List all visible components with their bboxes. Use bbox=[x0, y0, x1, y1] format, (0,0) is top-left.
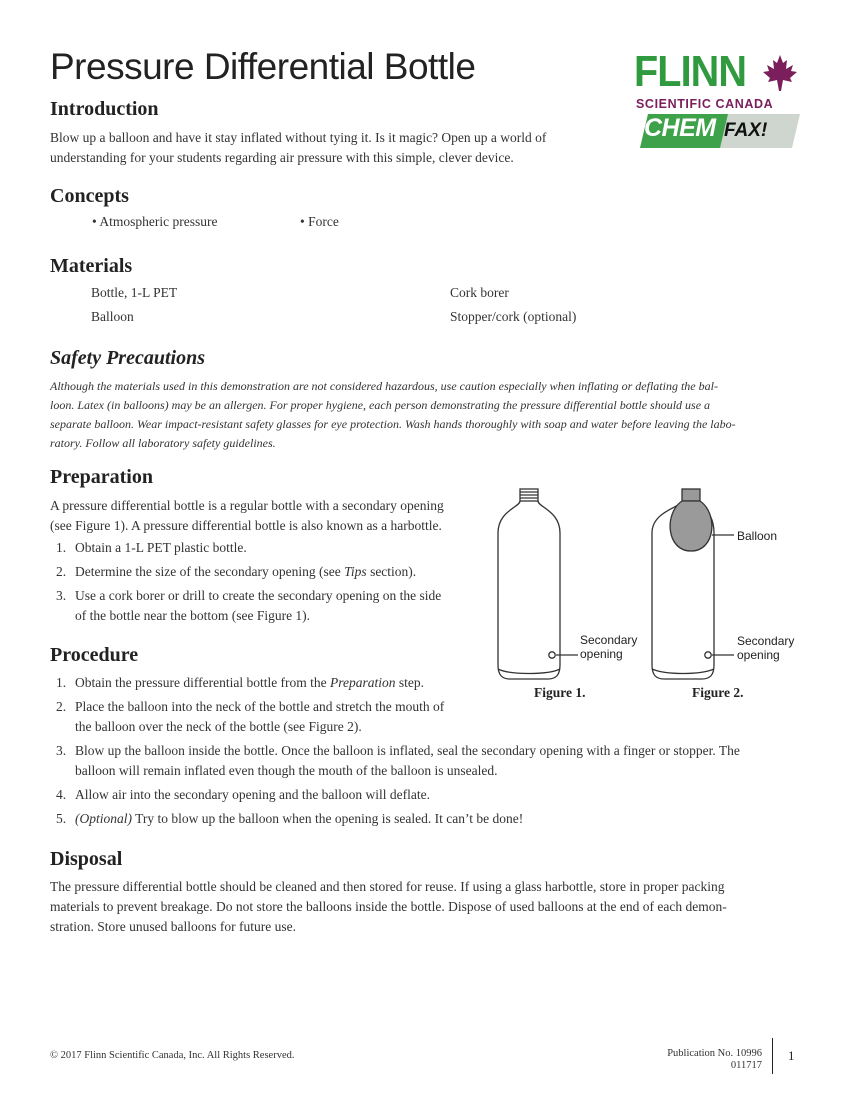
logo-subtitle: SCIENTIFIC CANADA bbox=[636, 97, 774, 111]
figure-1-caption: Figure 1. bbox=[534, 685, 586, 700]
fig1-callout bbox=[580, 633, 637, 661]
safety-line: loon. Latex (in balloons) may be an allergen. For proper hygiene, each person demonstrating the pressure differential bottle should use a bbox=[50, 398, 711, 412]
balloon-shape bbox=[670, 501, 712, 551]
concept-label: Atmospheric pressure bbox=[99, 214, 218, 229]
disposal-line: stration. Store unused balloons for future use. bbox=[50, 919, 296, 934]
concepts-heading: Concepts bbox=[50, 185, 129, 207]
secondary-opening bbox=[549, 652, 555, 658]
preparation-step bbox=[50, 538, 490, 558]
step-text: Blow up the balloon inside the bottle. Once the balloon is inflated, seal the secondary opening with a finger or stopper. The bbox=[75, 743, 740, 758]
step-text: Obtain a 1-L PET plastic bottle. bbox=[75, 540, 247, 555]
concept-label: Force bbox=[308, 214, 339, 229]
secondary-opening bbox=[705, 652, 711, 658]
logo-brand-text: FLINN bbox=[634, 47, 747, 96]
step-text: Determine the size of the secondary opening (see bbox=[75, 564, 345, 579]
material-item: Stopper/cork (optional) bbox=[450, 309, 577, 324]
step-emphasis: Tips bbox=[344, 564, 367, 579]
safety-line: ratory. Follow all laboratory safety guidelines. bbox=[50, 436, 276, 450]
preparation-intro-line: (see Figure 1). A pressure differential bottle is also known as a harbottle. bbox=[50, 518, 442, 533]
safety-text bbox=[50, 377, 810, 453]
materials-heading: Materials bbox=[50, 255, 133, 277]
step-text: Allow air into the secondary opening and the balloon will deflate. bbox=[75, 787, 431, 802]
logo-chem-text: CHEM bbox=[644, 114, 716, 142]
material-item: Bottle, 1-L PET bbox=[91, 285, 178, 300]
step-text: Place the balloon into the neck of the bottle and stretch the mouth of bbox=[75, 699, 445, 714]
step-text: Obtain the pressure differential bottle from the bbox=[75, 675, 331, 690]
procedure-heading: Procedure bbox=[50, 644, 139, 666]
figure-2-caption: Figure 2. bbox=[692, 685, 744, 700]
preparation-heading: Preparation bbox=[50, 466, 153, 488]
disposal-text bbox=[50, 877, 727, 937]
material-item: Balloon bbox=[91, 309, 134, 324]
maple-leaf-icon bbox=[762, 54, 798, 92]
procedure-step bbox=[50, 697, 810, 737]
disposal-line: The pressure differential bottle should be cleaned and then stored for reuse. If using a glass harbottle, store in proper packing bbox=[50, 879, 725, 894]
material-item: Cork borer bbox=[450, 285, 509, 300]
balloon-callout: Balloon bbox=[737, 529, 778, 543]
publication-code: 011717 bbox=[730, 1060, 762, 1071]
step-text: balloon will remain inflated even though the mouth of the balloon is unsealed. bbox=[75, 763, 498, 778]
footer-divider bbox=[772, 1038, 773, 1074]
callout-text: opening bbox=[737, 648, 780, 662]
preparation-step bbox=[50, 586, 490, 626]
step-text: Use a cork borer or drill to create the secondary opening on the side bbox=[75, 588, 442, 603]
safety-line: separate balloon. Wear impact-resistant safety glasses for eye protection. Wash hands thoroughly with soap and water before leaving the labo- bbox=[50, 417, 736, 431]
callout-text: Secondary bbox=[737, 634, 795, 648]
page-title: Pressure Differential Bottle bbox=[50, 46, 476, 87]
preparation-intro-line: A pressure differential bottle is a regular bottle with a secondary opening bbox=[50, 498, 444, 513]
step-number: 2. bbox=[56, 564, 67, 579]
footer-copyright: © 2017 Flinn Scientific Canada, Inc. All Rights Reserved. bbox=[50, 1050, 295, 1061]
step-number: 4. bbox=[56, 787, 67, 802]
step-text: of the bottle near the bottom (see Figure 1). bbox=[75, 608, 311, 623]
introduction-heading: Introduction bbox=[50, 98, 159, 120]
preparation-step bbox=[50, 562, 490, 582]
flinn-logo bbox=[634, 47, 804, 152]
step-text: Try to blow up the balloon when the opening is sealed. It can’t be done! bbox=[132, 811, 524, 826]
step-text: section). bbox=[366, 564, 417, 579]
step-text: the balloon over the neck of the bottle (see Figure 2). bbox=[75, 719, 362, 734]
figure-2-bottle bbox=[652, 489, 734, 679]
concept-item: • Atmospheric pressure bbox=[92, 214, 218, 229]
page-number: 1 bbox=[788, 1048, 795, 1063]
disposal-heading: Disposal bbox=[50, 848, 123, 870]
step-number: 3. bbox=[56, 588, 67, 603]
introduction-line: understanding for your students regarding air pressure with this simple, clever device. bbox=[50, 150, 514, 165]
logo-fax-text: FAX! bbox=[724, 120, 768, 141]
step-number: 2. bbox=[56, 699, 67, 714]
safety-heading: Safety Precautions bbox=[50, 347, 205, 369]
step-emphasis: Preparation bbox=[330, 675, 396, 690]
step-emphasis: (Optional) bbox=[75, 811, 132, 826]
step-number: 1. bbox=[56, 540, 67, 555]
fig2-callout bbox=[737, 634, 794, 662]
step-number: 5. bbox=[56, 811, 67, 826]
procedure-step bbox=[50, 741, 810, 781]
safety-line: Although the materials used in this demonstration are not considered hazardous, use caution especially when inflating or deflating the bal- bbox=[50, 379, 718, 393]
preparation-intro bbox=[50, 496, 444, 536]
concept-item: • Force bbox=[300, 214, 339, 229]
procedure-step bbox=[50, 809, 810, 829]
preparation-steps bbox=[50, 538, 490, 630]
procedure-step bbox=[50, 785, 810, 805]
disposal-line: materials to prevent breakage. Do not store the balloons inside the bottle. Dispose of used balloons at the end of each demon- bbox=[50, 899, 727, 914]
callout-text: Secondary bbox=[580, 633, 638, 647]
step-text: step. bbox=[395, 675, 425, 690]
step-number: 1. bbox=[56, 675, 67, 690]
callout-text: opening bbox=[580, 647, 623, 661]
introduction-text bbox=[50, 128, 546, 168]
footer-publication bbox=[620, 1048, 762, 1072]
publication-number: Publication No. 10996 bbox=[667, 1048, 762, 1059]
step-number: 3. bbox=[56, 743, 67, 758]
introduction-line: Blow up a balloon and have it stay inflated without tying it. Is it magic? Open up a world of bbox=[50, 130, 547, 145]
figure-1-bottle bbox=[498, 489, 578, 679]
